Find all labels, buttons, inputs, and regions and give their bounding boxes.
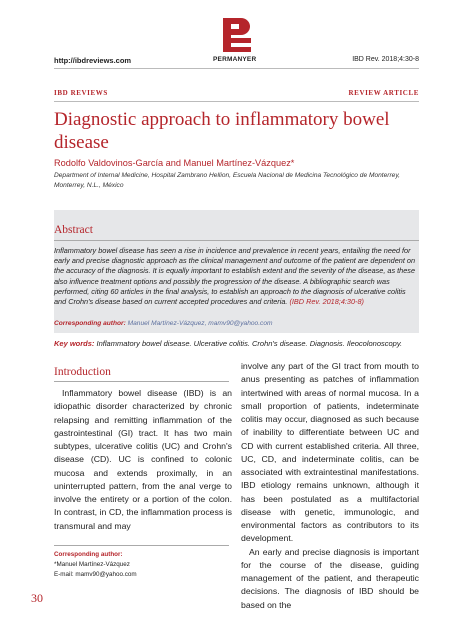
journal-citation: IBD Rev. 2018;4:30-8 (352, 56, 419, 63)
abstract-divider (54, 240, 419, 241)
footnote-email[interactable]: E-mail: mamv90@yahoo.com (54, 571, 137, 579)
intro-paragraph-1: Inflammatory bowel disease (IBD) is an idiopathic disorder characterized by chronic relapsing and remitting inflammation of the gastrointestinal (GI) tract. It has two main subtypes, ulcerative colitis (UC) and Crohn's disease (CD). UC is confined to colonic mucosa and extends proximally, in an uninterrupted pattern, from the anal verge to involve the entirety or a portion of the colon. In contrast, in CD, the inflammation process is transmural and may (54, 388, 232, 531)
intro-paragraph-3: An early and precise diagnosis is important for the course of the disease, guiding management of the patient, and therapeutic decisions. The diagnosis of IBD should be based on the (241, 546, 419, 610)
corr-value[interactable]: Manuel Martínez-Vázquez, mamv90@yahoo.com (127, 320, 273, 327)
footnote-label: Corresponding author: (54, 551, 123, 558)
footnote-name: *Manuel Martínez-Vázquez (54, 561, 130, 569)
keywords-value: Inflammatory bowel disease. Ulcerative colitis. Crohn's disease. Diagnosis. Ileocolonoscopy. (96, 339, 403, 348)
publisher-name: PERMANYER (213, 56, 257, 63)
intro-heading: Introduction (54, 366, 111, 378)
abstract-reference: (IBD Rev. 2018;4:30-8) (289, 297, 364, 307)
section-tag-type: REVIEW ARTICLE (348, 89, 419, 97)
journal-url[interactable]: http://ibdreviews.com (54, 56, 132, 65)
article-title: Diagnostic approach to inflammatory bowel disease (54, 109, 390, 153)
section-divider (54, 101, 419, 102)
permanyer-logo-icon (223, 18, 251, 52)
abstract-corresponding-author (54, 320, 273, 327)
keywords-label: Key words: (54, 339, 95, 348)
abstract-body: Inflammatory bowel disease has seen a rise in incidence and prevalence in recent years, entailing the need for early and precise diagnostic approach as the clinical management and outcome of the patient are dependent on the accuracy of the diagnosis. It is equally important to establish extent and the severity of the disease, as these also influence treatment options and possibly the progression of the disease. A bibliographic search was performed, citing 60 articles in the final analysis, to establish an approach to the diagnosis of ulcerative colitis and Crohn's disease based on current accepted procedures and criteria. (54, 246, 416, 307)
page-number: 30 (31, 591, 43, 605)
corr-label: Corresponding author: (54, 320, 126, 327)
footnote-divider (54, 545, 229, 546)
header-divider (54, 68, 419, 69)
footnote (54, 550, 234, 581)
intro-left-column (54, 387, 232, 533)
intro-right-column (241, 360, 419, 612)
intro-divider (54, 381, 229, 382)
author-affiliation: Department of Internal Medicine, Hospital Zambrano Hellion, Escuela Nacional de Medicina Tecnológico de Monterrey, Monterrey, N.L., México (54, 172, 400, 189)
abstract-text (54, 246, 419, 307)
intro-paragraph-2: involve any part of the GI tract from mouth to anus presenting as patches of inflammation intertwined with areas of normal mucosa. In a small proportion of patients, indeterminate colitis may occur, diagnosed as such because of inability to differentiate between UC and CD with current established criteria. All three, UC, CD, and indeterminate colitis, can be associated with extraintestinal manifestations. IBD etiology remains unknown, although it has been postulated as a multifactorial disease with genetic, immunologic, and environmental factors as contributors to its development. (241, 361, 419, 544)
abstract-heading: Abstract (54, 224, 93, 236)
section-tag-journal: IBD REVIEWS (54, 89, 108, 97)
keywords (54, 339, 402, 348)
article-authors: Rodolfo Valdovinos-García and Manuel Martínez-Vázquez* (54, 158, 295, 168)
